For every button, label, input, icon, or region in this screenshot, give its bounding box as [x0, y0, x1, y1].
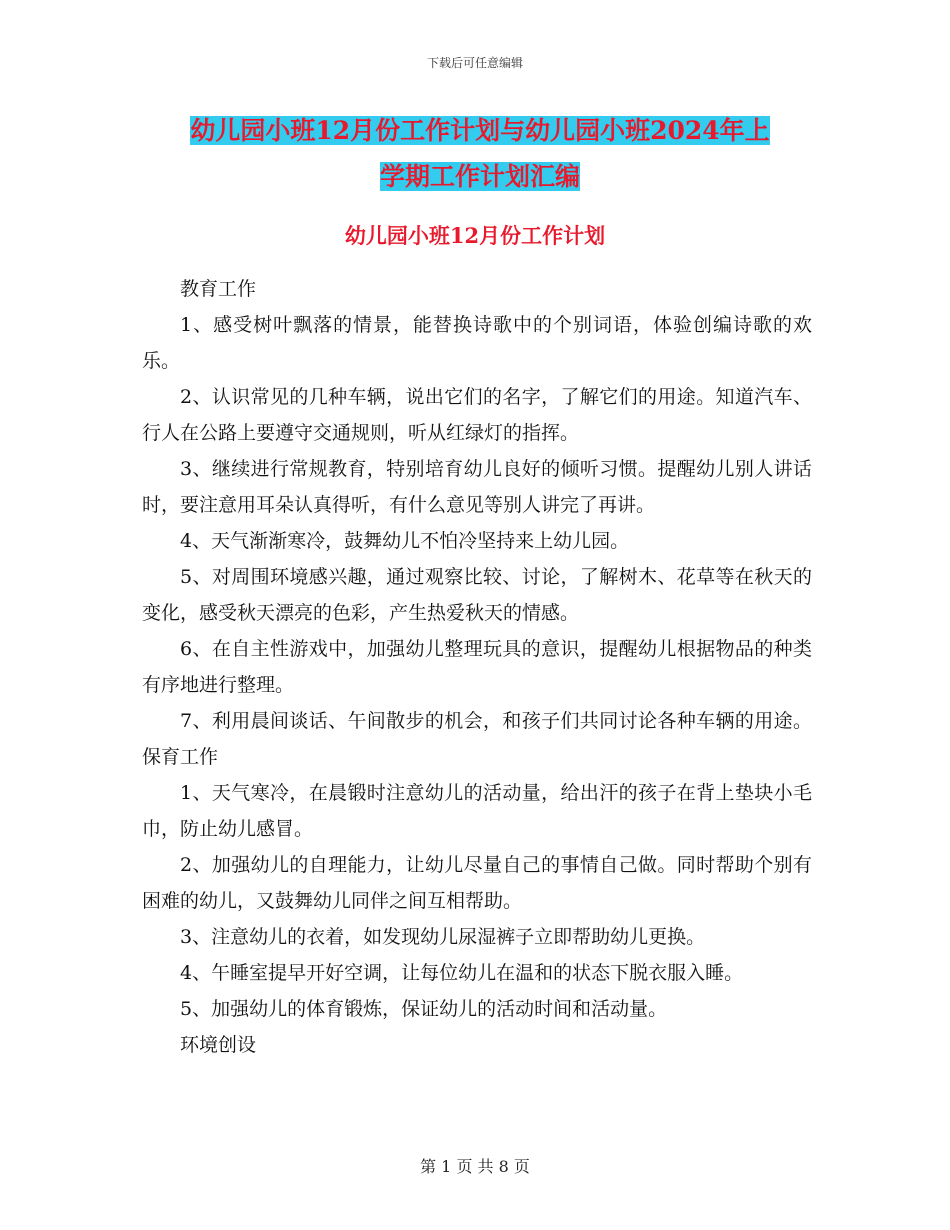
document-title-line-2: 学期工作计划汇编 — [379, 162, 580, 191]
document-title — [140, 108, 820, 200]
paragraph: 6、在自主性游戏中，加强幼儿整理玩具的意识，提醒幼儿根据物品的种类有序地进行整理。 — [142, 638, 812, 696]
document-title-line-1: 幼儿园小班12月份工作计划与幼儿园小班2024年上 — [190, 116, 770, 145]
paragraph: 2、认识常见的几种车辆，说出它们的名字，了解它们的用途。知道汽车、行人在公路上要遵守交通规则，听从红绿灯的指挥。 — [142, 386, 812, 444]
paragraph: 5、对周围环境感兴趣，通过观察比较、讨论，了解树木、花草等在秋天的变化，感受秋天漂亮的色彩，产生热爱秋天的情感。 — [142, 566, 812, 624]
section-title: 幼儿园小班12月份工作计划 — [344, 223, 606, 248]
paragraph: 4、天气渐渐寒冷，鼓舞幼儿不怕冷坚持来上幼儿园。 — [180, 530, 630, 552]
document-body — [142, 271, 812, 1063]
paragraph: 3、注意幼儿的衣着，如发现幼儿尿湿裤子立即帮助幼儿更换。 — [180, 926, 706, 948]
header-note: 下载后可任意编辑 — [426, 56, 523, 70]
subheading-environment: 环境创设 — [180, 1034, 257, 1056]
paragraph: 7、利用晨间谈话、午间散步的机会，和孩子们共同讨论各种车辆的用途。保育工作 — [142, 710, 812, 768]
paragraph: 1、感受树叶飘落的情景，能替换诗歌中的个别词语，体验创编诗歌的欢乐。 — [142, 314, 812, 372]
paragraph: 1、天气寒冷，在晨锻时注意幼儿的活动量，给出汗的孩子在背上垫块小毛巾，防止幼儿感冒。 — [142, 782, 812, 840]
paragraph: 2、加强幼儿的自理能力，让幼儿尽量自己的事情自己做。同时帮助个别有困难的幼儿，又鼓舞幼儿同伴之间互相帮助。 — [142, 854, 812, 912]
paragraph: 3、继续进行常规教育，特别培育幼儿良好的倾听习惯。提醒幼儿别人讲话时，要注意用耳朵认真得听，有什么意见等别人讲完了再讲。 — [142, 458, 812, 516]
paragraph: 5、加强幼儿的体育锻炼，保证幼儿的活动时间和活动量。 — [180, 998, 668, 1020]
subheading-education: 教育工作 — [180, 278, 257, 300]
page-footer: 第 1 页 共 8 页 — [420, 1157, 530, 1176]
paragraph: 4、午睡室提早开好空调，让每位幼儿在温和的状态下脱衣服入睡。 — [180, 962, 744, 984]
